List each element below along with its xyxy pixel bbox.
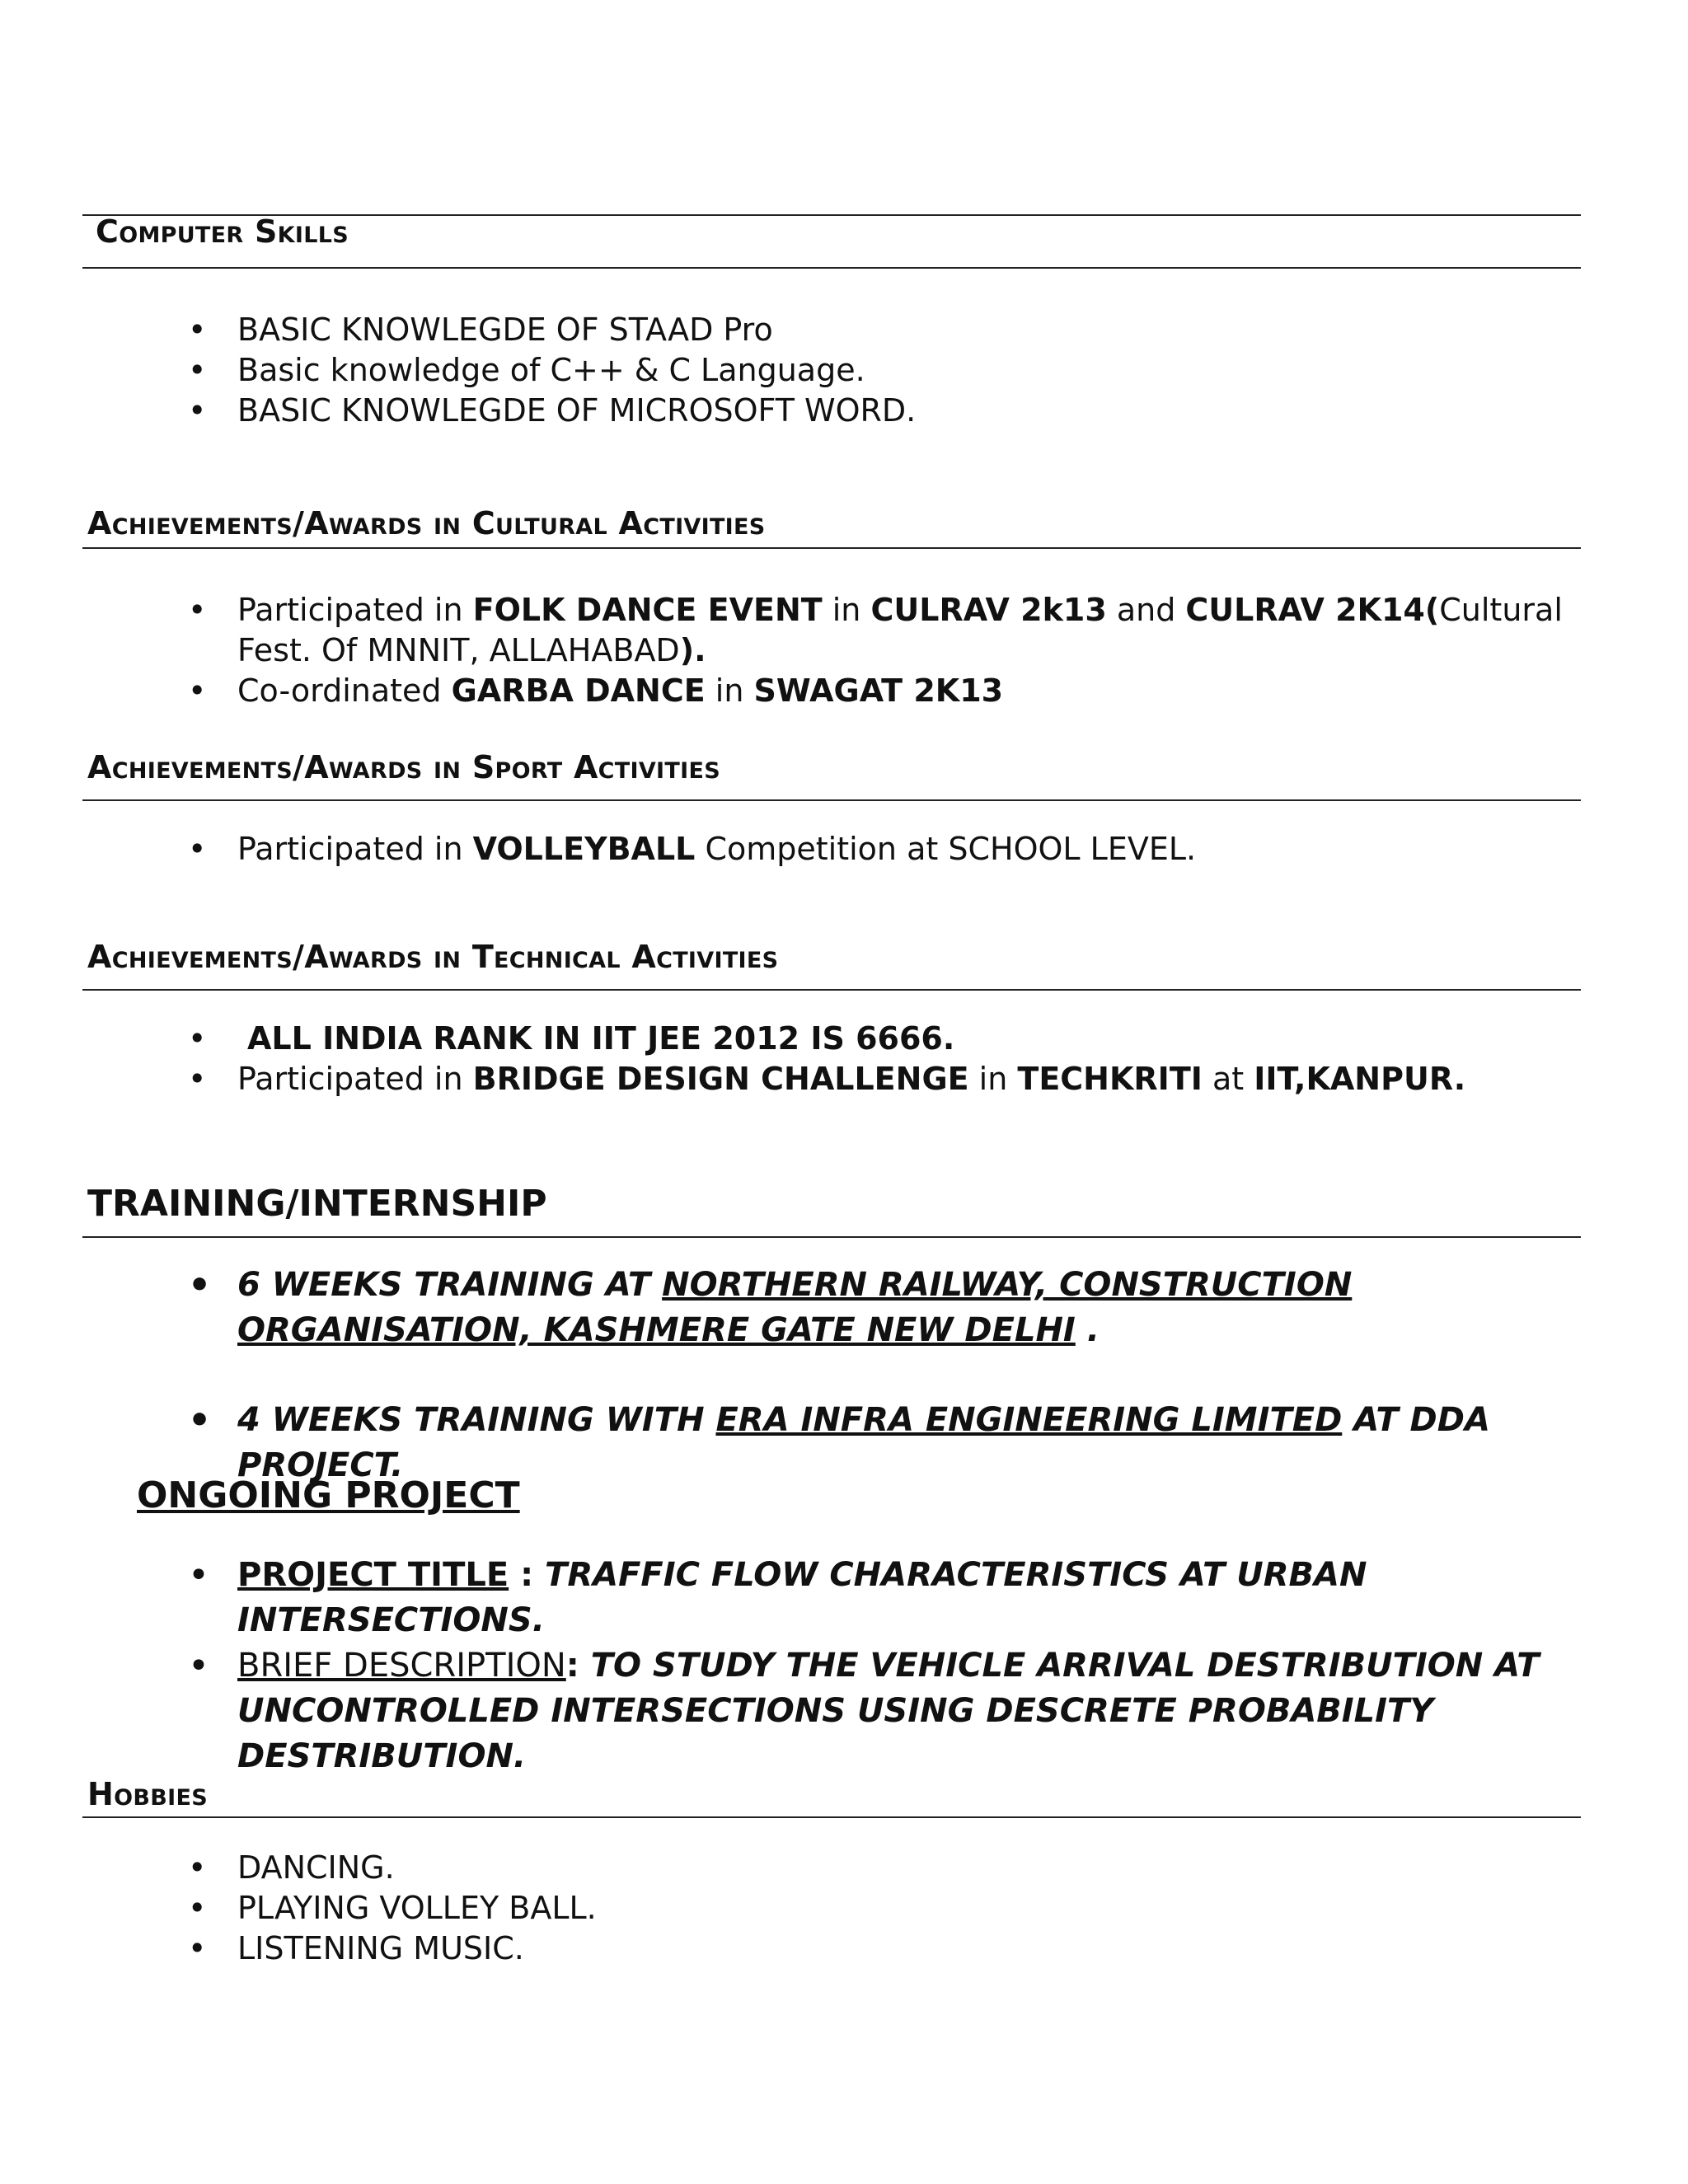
sport-heading: Achievements/Awards in Sport Activities bbox=[87, 749, 720, 785]
list-item: • Basic knowledge of C++ & C Language. bbox=[0, 350, 1688, 391]
technical-heading: Achievements/Awards in Technical Activities bbox=[87, 939, 779, 975]
list-item: • 4 WEEKS TRAINING WITH ERA INFRA ENGINEERING LIMITED AT DDA PROJECT. bbox=[0, 1398, 1688, 1488]
computer-skills-heading: Computer Skills bbox=[96, 213, 349, 250]
section-rule bbox=[82, 989, 1581, 991]
project-heading: ONGOING PROJECT bbox=[137, 1474, 520, 1516]
section-rule bbox=[82, 799, 1581, 801]
computer-skills-list bbox=[0, 310, 1688, 431]
list-item: • Co-ordinated GARBA DANCE in SWAGAT 2K13 bbox=[0, 671, 1688, 711]
list-item: • PROJECT TITLE : TRAFFIC FLOW CHARACTERISTICS AT URBAN INTERSECTIONS. bbox=[0, 1553, 1688, 1643]
list-item: • 6 WEEKS TRAINING AT NORTHERN RAILWAY, CONSTRUCTION ORGANISATION, KASHMERE GATE NEW DELHI . bbox=[0, 1263, 1688, 1353]
project-list bbox=[0, 1553, 1688, 1779]
cultural-heading: Achievements/Awards in Cultural Activities bbox=[87, 505, 766, 541]
list-item: • BASIC KNOWLEGDE OF MICROSOFT WORD. bbox=[0, 391, 1688, 431]
list-item: • Participated in FOLK DANCE EVENT in CULRAV 2k13 and CULRAV 2K14(Cultural Fest. Of MNNIT, ALLAHABAD). bbox=[0, 590, 1688, 671]
section-rule bbox=[82, 1816, 1581, 1818]
hobbies-heading: Hobbies bbox=[87, 1776, 208, 1812]
sport-list bbox=[0, 829, 1688, 869]
cultural-list bbox=[0, 590, 1688, 711]
hobbies-list bbox=[0, 1848, 1688, 1969]
list-item: • LISTENING MUSIC. bbox=[0, 1929, 1688, 1969]
list-item: • PLAYING VOLLEY BALL. bbox=[0, 1888, 1688, 1929]
list-item: • Participated in VOLLEYBALL Competition at SCHOOL LEVEL. bbox=[0, 829, 1688, 869]
section-rule bbox=[82, 267, 1581, 269]
training-list bbox=[0, 1263, 1688, 1488]
section-rule bbox=[82, 547, 1581, 549]
technical-list bbox=[0, 1019, 1688, 1099]
list-item: • BASIC KNOWLEGDE OF STAAD Pro bbox=[0, 310, 1688, 350]
list-item: • Participated in BRIDGE DESIGN CHALLENGE in TECHKRITI at IIT,KANPUR. bbox=[0, 1059, 1688, 1099]
section-rule bbox=[82, 1236, 1581, 1238]
list-item: • ALL INDIA RANK IN IIT JEE 2012 IS 6666. bbox=[0, 1019, 1688, 1059]
list-item: • BRIEF DESCRIPTION: TO STUDY THE VEHICLE ARRIVAL DESTRIBUTION AT UNCONTROLLED INTERSECTIONS USING DESCRETE PROBABILITY DESTRIBUTION. bbox=[0, 1643, 1688, 1779]
list-item: • DANCING. bbox=[0, 1848, 1688, 1888]
training-heading: TRAINING/INTERNSHIP bbox=[87, 1183, 547, 1225]
